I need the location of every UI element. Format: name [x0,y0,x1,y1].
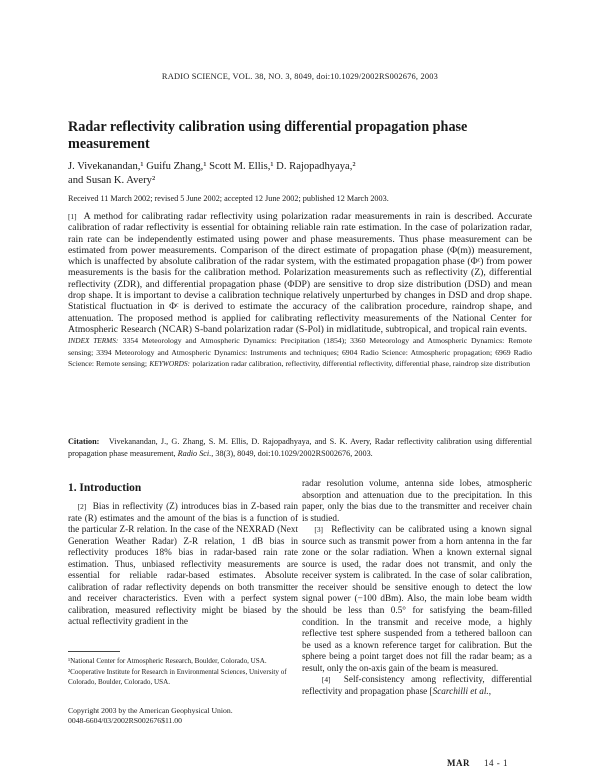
citation-rest: , 38(3), 8049, doi:10.1029/2002RS002676, 2003. [211,449,373,458]
paragraph-2 [68,501,298,628]
paragraph-3-text: Reflectivity can be calibrated using a known signal source such as transmit power from a horn antenna in the far zone or the solar radiation. When a known external signal source is used, the radar does not transmit, and only the receiver system is calibrated. In the case of solar calibration, the receiver should be sensitive enough to detect the low signal power (−100 dBm). Also, the main lobe beam width should be less than 0.5° for satisfying the beam-filled condition. In the transmit and receive mode, a highly reflective test sphere suspended from a tethered balloon can be used as a known reference target for calibration. But the sphere being a point target does not fill the radar beam; as a result, only the on-axis gain of the beam is measured. [302,524,533,673]
citation-block [68,436,532,460]
index-terms: 3354 Meteorology and Atmospheric Dynamics: Precipitation (1854); 3360 Meteorology and Atmospheric Dynamics: Remote sensing; 3394 Meteorology and Atmospheric Dynamics: Instruments and techniques; 6904 Radio Science: Atmospheric propagation; 6969 Radio Science: Remote sensing; [68,336,532,368]
authors-line-1: J. Vivekanandan,¹ Guifu Zhang,¹ Scott M. Ellis,¹ D. Rajopadhyaya,² [68,161,356,172]
paragraph-4-end: , [488,685,491,696]
footnote-1: ¹National Center for Atmospheric Research, Boulder, Colorado, USA. [68,657,267,665]
author-list [68,160,538,188]
paragraph-2-continued: radar resolution volume, antenna side lobes, atmospheric absorption and attenuation due to the precipitation. In this paper, only the bias due to the transmitter and receiver chain is studied. [302,478,532,523]
issn-line: 0048-6604/03/2002RS002676$11.00 [68,716,182,726]
abstract [68,211,532,369]
paragraph-2-number: [2] [77,502,87,511]
publication-dates: Received 11 March 2002; revised 5 June 2002; accepted 12 June 2002; published 12 March 2003. [68,194,389,203]
paragraph-4 [302,674,532,697]
footnote-2: ²Cooperative Institute for Research in Environmental Sciences, University of Colorado, Boulder, Colorado, USA. [68,668,287,686]
citation-journal: Radio Sci. [177,449,212,458]
copyright-block [68,706,298,726]
authors-line-2: and Susan K. Avery² [68,175,156,186]
citation-text: Vivekanandan, J., G. Zhang, S. M. Ellis, D. Rajopadhyaya, and S. K. Avery, Radar reflectivity calibration using differential propagation phase measurement, [68,437,532,458]
right-column [302,478,532,697]
paragraph-3-number: [3] [314,525,323,535]
paragraph-4-text: Self-consistency among reflectivity, differential reflectivity and propagation phase [ [302,674,532,696]
index-terms-label: INDEX TERMS: [68,336,119,346]
page-number: 14 - 1 [484,758,508,768]
paper-title: Radar reflectivity calibration using differential propagation phase measurement [68,119,468,152]
running-head: RADIO SCIENCE, VOL. 38, NO. 3, 8049, doi:10.1029/2002RS002676, 2003 [161,72,439,81]
keywords: polarization radar calibration, reflectivity, differential reflectivity, differential phase, raindrop size distribution [192,358,531,368]
paragraph-4-reference: Scarchilli et al. [432,685,489,696]
paragraph-2-text: Bias in reflectivity (Z) introduces bias in Z-based rain rate (R) estimates and the amount of the bias is a function of the particular Z-R relation. In the case of the NEXRAD (Next Generation Weather Radar) Z-R relation, 1 dB bias in reflectivity produces 18% bias in radar-based rain rate estimation. Thus, unbiased reflectivity measurements are essential for reliable radar-based estimates. Absolute calibration of radar reflectivity depends on both transmitter and receiver characteristics. Even with a perfect system calibration, measured reflectivity might be biased by the actual reflectivity gradient in the [68,501,299,627]
copyright-line: Copyright 2003 by the American Geophysical Union. [68,706,233,715]
left-column [68,482,298,628]
paragraph-3 [302,524,532,674]
section-heading-introduction: 1. Introduction [68,482,142,494]
page-identifier [447,758,508,768]
keywords-label: KEYWORDS: [149,358,190,368]
footnote-divider [68,651,120,652]
paragraph-4-number: [4] [321,675,331,685]
abstract-text: A method for calibrating radar reflectivity using polarization radar measurements in rain is described. Accurate calibration of radar reflectivity is essential for obtaining reliable rain rate estimation. In the case of polarization radar, rain rate can be independently estimated using power and phase measurements. Thus phase measurement can be estimated from power measurements. Comparison of the direct estimate of propagation phase (Φ(m)) measurement, which is unaffected by absolute calibration of the radar system, with the estimated propagation phase (Φᶜ) from power measurements is the basis for the calibration method. Polarization measurements such as reflectivity (Z), differential reflectivity (ZDR), and differential propagation phase (ΦDP) are sensitive to drop size distribution (DSD) and mean drop shape. It is important to devise a calibration technique relatively unperturbed by changes in DSD and drop shape. Statistical fluctuation in Φᶜ is derived to estimate the accuracy of the calibration procedure, raindrop shape, and attenuation. The proposed method is applied for calibrating reflectivity measurements of the National Center for Atmospheric Research (NCAR) S-band polarization radar (S-Pol) in midlatitude, subtropical, and tropical rain events. [68,211,533,335]
citation-label: Citation: [68,437,100,446]
footnotes [68,657,298,689]
page-prefix: MAR [447,758,470,768]
abstract-paragraph-number: [1] [68,212,77,221]
